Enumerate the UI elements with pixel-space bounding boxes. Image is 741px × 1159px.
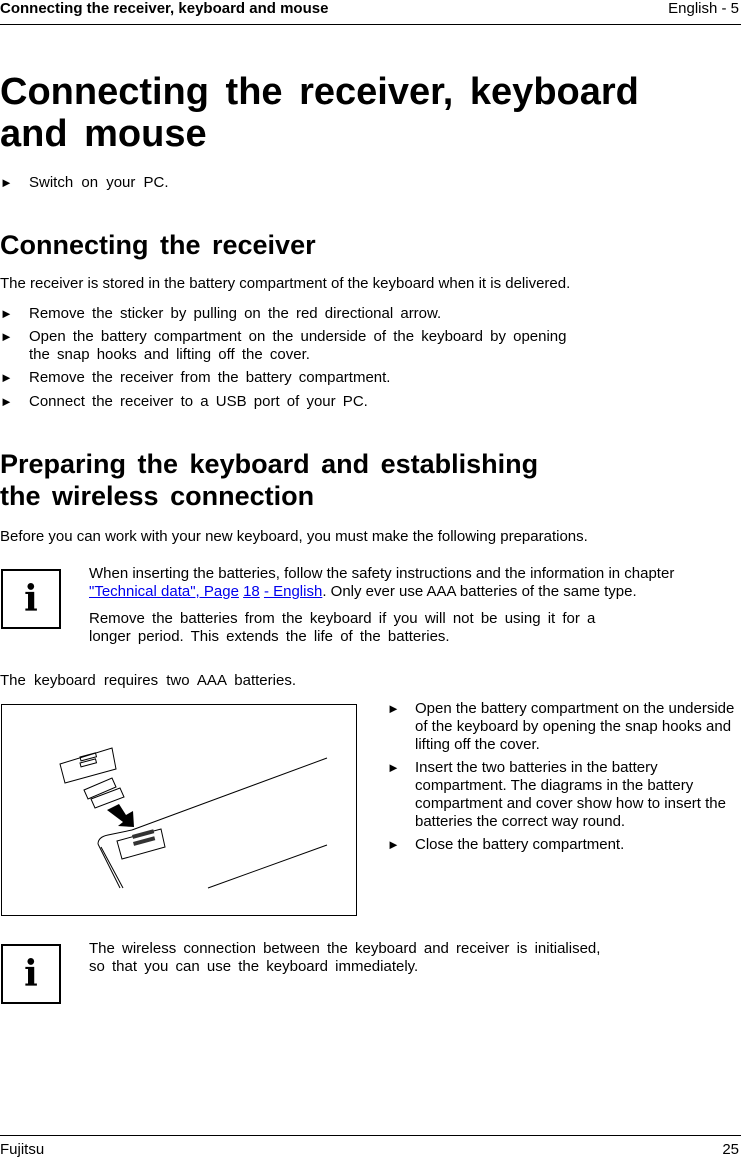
header-rule	[0, 24, 741, 25]
link-page-18[interactable]: 18	[243, 583, 260, 600]
footer-rule	[0, 1135, 741, 1136]
section-title-preparing: Preparing the keyboard and establishing the wireless connection	[0, 449, 539, 511]
info-icon: i	[1, 569, 61, 629]
note-safety: When inserting the batteries, follow the safety instructions and the information in chapter "Technical data", Page 18 - English. Only ever use AAA batteries of the same type. Remove the batteries from the keyboard if you will not be using it for a longer period. This extends the life of the batteries.	[89, 565, 675, 645]
page-title: Connecting the receiver, keyboard and mouse	[0, 71, 639, 155]
list-item: ► Open the battery compartment on the underside of the keyboard by opening the snap hooks and lifting off the cover.	[387, 700, 735, 753]
document-page: Connecting the receiver, keyboard and mouse English - 5 Connecting the receiver, keyboard and mouse ► Switch on your PC. Connecting the receiver The receiver is stored in the battery compartment of the keyboard when it is delivered. ► Remove the sticker by pulling on the red directional arrow. ► Open the battery compartment on the underside of the keyboard by opening the snap hooks and lifting off the cover. ► Remove the receiver from the battery compartment. ► Connect the receiver to a USB port of your PC. Preparing the keyboard and establishing the wireless connection Before you can work with your new keyboard, you must make the following preparations. i When inserting the batteries, follow the safety instructions and the information in chapter "Technical data", Page 18 - English. Only ever use AAA batteries of the same type. Remove the batteries from the keyboard if you will not be using it for a longer period. This extends the life of the batteries. The keyboard requires two AAA batteries. ► Open the battery compartment on the underside of the keyboard by opening the snap hooks and lifting off the cover. ► Insert the two batteries in the battery compartment. The diagrams in the battery compartment and cover show how to insert the batteries the correct way round. ► Close the battery compartment. i The wireless connection between the keyboard and receiver is initialised, so that you can use the keyboard immediately. Fujitsu 25	[0, 0, 739, 1158]
preparing-text: Before you can work with your new keyboard, you must make the following preparations.	[0, 528, 588, 545]
receiver-text: The receiver is stored in the battery compartment of the keyboard when it is delivered.	[0, 275, 571, 292]
list-item: ► Insert the two batteries in the battery compartment. The diagrams in the battery compartment and cover show how to insert the batteries the correct way round.	[387, 759, 726, 830]
footer-brand: Fujitsu	[0, 1141, 45, 1158]
note-wireless: The wireless connection between the keyboard and receiver is initialised, so that you can use the keyboard immediately.	[89, 940, 601, 975]
page-number: 25	[722, 1141, 739, 1158]
link-technical-data[interactable]: "Technical data", Page	[89, 583, 239, 600]
section-title-receiver: Connecting the receiver	[0, 230, 316, 260]
info-icon: i	[1, 944, 61, 1004]
keyboard-battery-drawing	[2, 705, 356, 915]
list-item: ► Close the battery compartment.	[387, 836, 625, 853]
running-header-title: Connecting the receiver, keyboard and mouse	[0, 0, 329, 17]
battery-requirement: The keyboard requires two AAA batteries.	[0, 672, 296, 689]
battery-steps	[387, 700, 741, 854]
battery-insertion-illustration	[1, 704, 357, 916]
link-english[interactable]: - English	[263, 583, 323, 600]
running-header-section: English - 5	[668, 0, 739, 17]
